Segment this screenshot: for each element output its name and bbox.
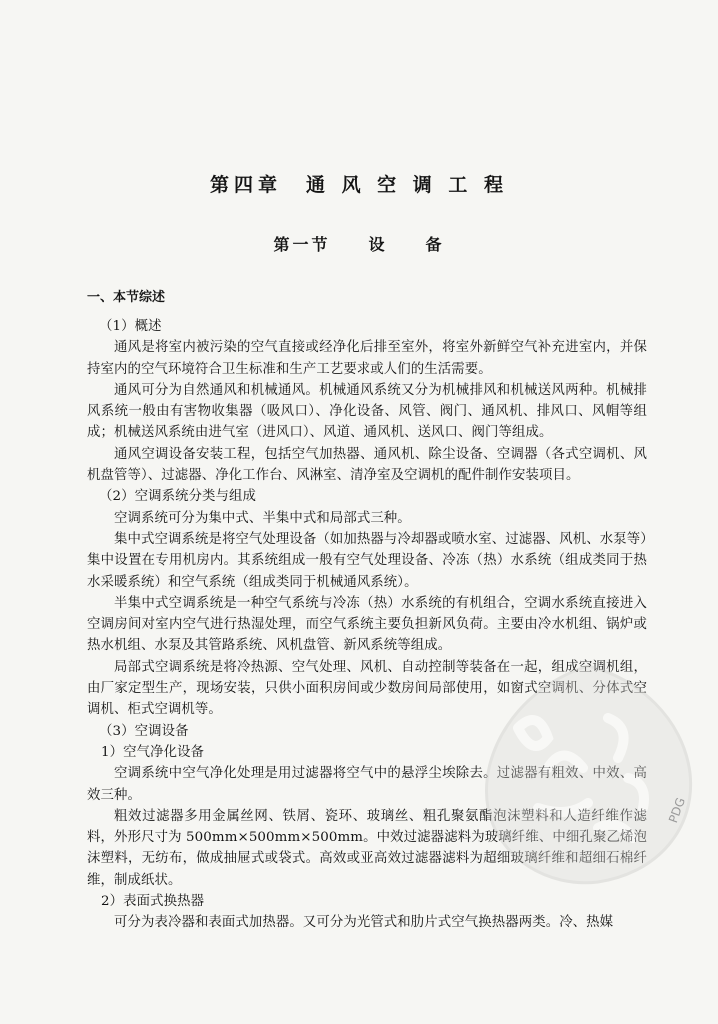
subitem-heat-exchanger: 2）表面式换热器 (101, 894, 205, 910)
section-word-2: 备 (425, 235, 445, 254)
body-text (87, 316, 647, 934)
paragraph: 粗效过滤器多用金属丝网、铁屑、瓷环、玻璃丝、粗孔聚氨酯泡沫塑料和人造纤维作滤料，外形尺寸为 500mm×500mm×500mm。中效过滤器滤料为玻璃纤维、中细孔聚乙烯泡沫塑料，无纺布，做成抽屉式或袋式。高效或亚高效过滤器滤料为超细玻璃纤维和超细石棉纤维，制成纸状。 (87, 808, 647, 888)
chapter-title: 第四章 通 风 空 调 工 程 (209, 174, 509, 196)
subitem-air-purification: 1）空气净化设备 (101, 744, 205, 760)
section-title (0, 232, 718, 255)
paragraph: 可分为表冷器和表面式加热器。又可分为光管式和肋片式空气换热器两类。冷、热媒 (114, 915, 614, 931)
subsection-heading: 一、本节综述 (87, 290, 166, 305)
paragraph: 通风是将室内被污染的空气直接或经净化后排至室外，将室外新鲜空气补充进室内，并保持室内的空气环境符合卫生标准和生产工艺要求或人们的生活需要。 (87, 340, 647, 377)
item-equipment: （3）空调设备 (99, 723, 189, 739)
paragraph: 空调系统可分为集中式、半集中式和局部式三种。 (114, 510, 411, 526)
paragraph: 通风空调设备安装工程，包括空气加热器、通风机、除尘设备、空调器（各式空调机、风机盘管等）、过滤器、净化工作台、风淋室、清净室及空调机的配件制作安装项目。 (87, 446, 647, 484)
paragraph: 集中式空调系统是将空气处理设备（如加热器与冷却器或喷水室、过滤器、风机、水泵等）集中设置在专用机房内。其系统组成一般有空气处理设备、冷冻（热）水系统（组成类同于热水采暖系统）和空气系统（组成类同于机械通风系统）。 (87, 531, 647, 590)
section-number: 第一节 (273, 235, 331, 254)
paragraph: 半集中式空调系统是一种空气系统与冷冻（热）水系统的有机组合，空调水系统直接进入空调房间对室内空气进行热湿处理，而空气系统主要负担新风负荷。主要由冷水机组、锅炉或热水机组、水泵及其管路系统、风机盘管、新风系统等组成。 (87, 595, 647, 654)
paragraph: 通风可分为自然通风和机械通风。机械通风系统又分为机械排风和机械送风两种。机械排风系统一般由有害物收集器（吸风口）、净化设备、风管、阀门、通风机、排风口、风帽等组成；机械送风系统由进气室（进风口）、风道、通风机、送风口、阀门等组成。 (87, 382, 647, 441)
watermark-text: PDG (666, 795, 688, 825)
item-overview: （1）概述 (99, 319, 162, 334)
paragraph: 空调系统中空气净化处理是用过滤器将空气中的悬浮尘埃除去。过滤器有粗效、中效、高效三种。 (87, 766, 647, 803)
item-classification: （2）空调系统分类与组成 (99, 489, 257, 505)
section-word-1: 设 (368, 235, 388, 254)
paragraph: 局部式空调系统是将冷热源、空气处理、风机、自动控制等装备在一起，组成空调机组，由厂家定型生产，现场安装，只供小面积房间或少数房间局部使用，如窗式空调机、分体式空调机、柜式空调机等。 (87, 659, 647, 718)
